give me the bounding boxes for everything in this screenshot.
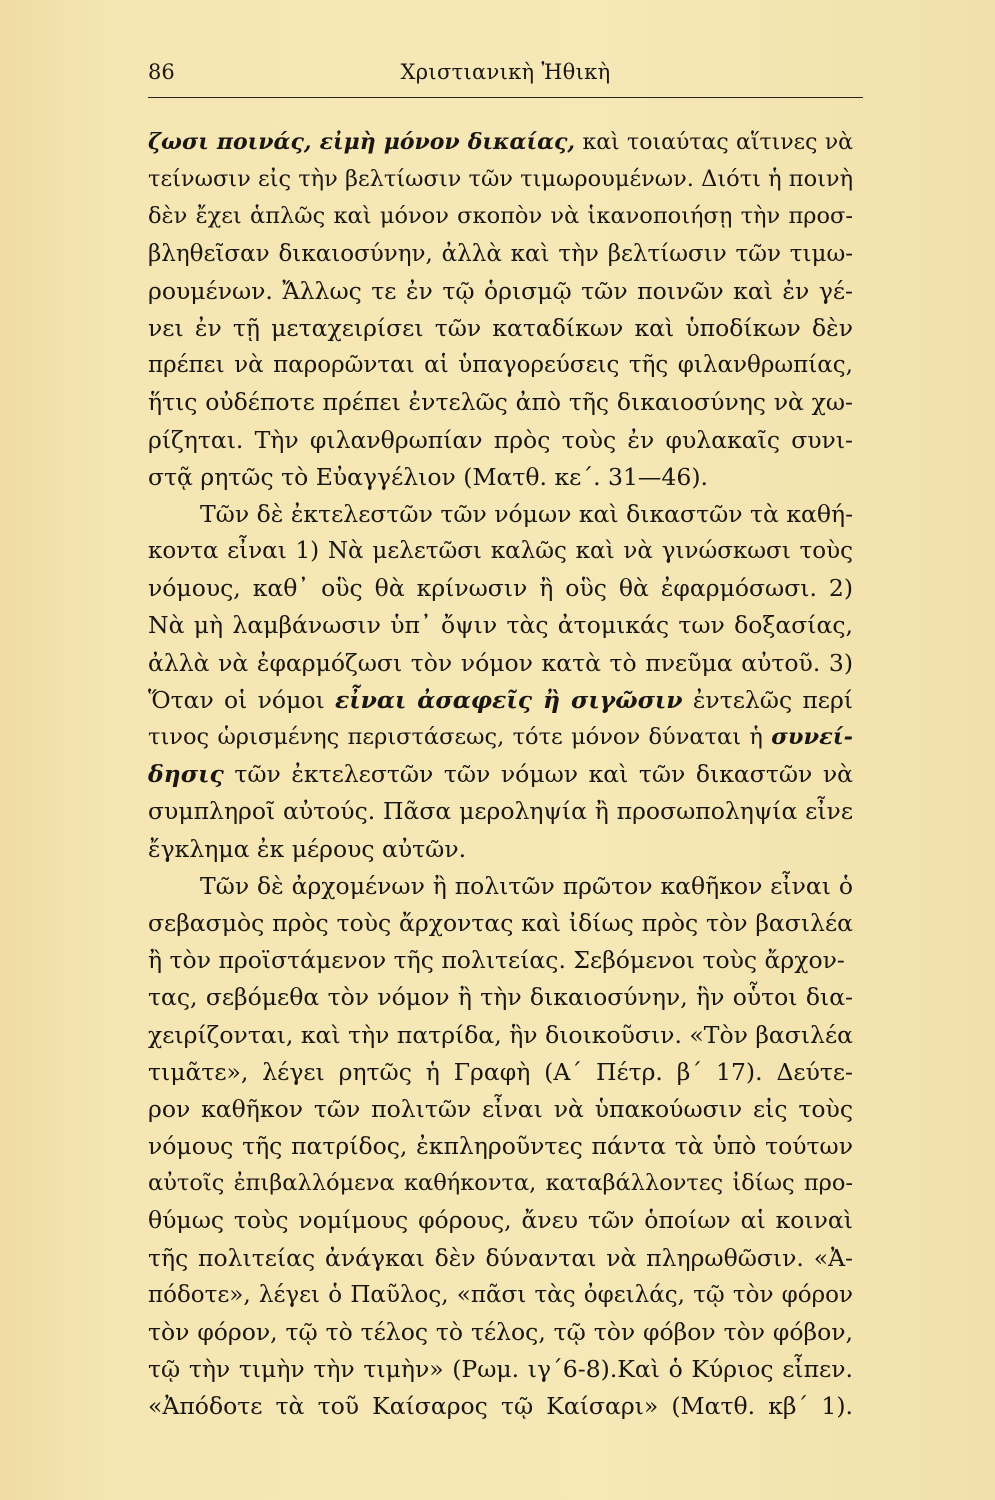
text-line xyxy=(148,124,853,161)
text-line xyxy=(148,942,853,979)
text-line xyxy=(148,422,853,459)
text-segment: σεβασμὸς πρὸς τοὺς ἄρχοντας καὶ ἰδίως πρὸς τὸν βασιλέα xyxy=(148,908,853,937)
text-segment: τῆς πολιτείας ἀνάγκαι δὲν δύνανται νὰ πληρωθῶσιν. «Ἀ- xyxy=(148,1243,853,1272)
text-line xyxy=(148,979,853,1016)
text-line xyxy=(148,273,853,310)
text-segment: τείνωσιν εἰς τὴν βελτίωσιν τῶν τιμωρουμένων. Διότι ἡ ποινὴ xyxy=(148,166,854,193)
running-head xyxy=(148,58,863,88)
text-segment: Ὅταν οἱ νόμοι xyxy=(148,685,335,714)
text-line xyxy=(148,607,853,644)
text-line xyxy=(148,756,853,793)
page-number: 86 xyxy=(148,60,175,84)
header-rule xyxy=(148,97,863,98)
text-segment: ἢ τὸν προϊστάμενον τῆς πολιτείας. Σεβόμενοι τοὺς ἄρχον- xyxy=(148,946,845,975)
text-line xyxy=(148,459,853,496)
text-segment: νει ἐν τῇ μεταχειρίσει τῶν καταδίκων καὶ ὑποδίκων δὲν xyxy=(148,313,853,342)
emphasized-text: συνεί- xyxy=(771,724,853,750)
text-line xyxy=(148,570,853,607)
text-segment: τῷ τὴν τιμὴν τὴν τιμὴν» (Ρωμ. ιγ΄6-8).Καὶ ὁ Κύριος εἶπεν. xyxy=(148,1355,853,1384)
text-segment: θύμως τοὺς νομίμους φόρους, ἄνευ τῶν ὁποίων αἱ κοιναὶ xyxy=(148,1206,853,1235)
text-segment: κοντα εἶναι 1) Νὰ μελετῶσι καλῶς καὶ νὰ γινώσκωσι τοὺς xyxy=(148,538,853,565)
text-line xyxy=(148,645,853,682)
text-line xyxy=(148,347,853,384)
text-segment: «Ἀπόδοτε τὰ τοῦ Καίσαρος τῷ Καίσαρι» (Ματθ. κβ΄ 1). xyxy=(148,1392,853,1421)
text-segment: βληθεῖσαν δικαιοσύνην, ἀλλὰ καὶ τὴν βελτίωσιν τῶν τιμω- xyxy=(148,240,853,267)
text-line xyxy=(148,1128,853,1165)
text-segment: τιμᾶτε», λέγει ρητῶς ἡ Γραφὴ (Α΄ Πέτρ. β΄ 17). Δεύτε- xyxy=(148,1057,853,1086)
text-line xyxy=(148,1202,853,1239)
text-segment: καὶ τοιαύτας αἵτινες νὰ xyxy=(575,130,853,155)
text-line xyxy=(148,682,853,719)
text-segment: τας, σεβόμεθα τὸν νόμον ἢ τὴν δικαιοσύνην, ἣν οὗτοι δια- xyxy=(148,983,853,1012)
text-line xyxy=(148,831,853,868)
text-line xyxy=(148,868,853,905)
text-line xyxy=(148,384,853,421)
text-segment: Τῶν δὲ ἀρχομένων ἢ πολιτῶν πρῶτον καθῆκον εἶναι ὁ xyxy=(200,871,853,900)
text-line xyxy=(148,1314,853,1351)
text-segment: ἐντελῶς περί xyxy=(682,685,853,714)
text-line xyxy=(148,198,853,235)
text-segment: ἔγκλημα ἐκ μέρους αὐτῶν. xyxy=(148,834,467,863)
text-segment: στᾷ ρητῶς τὸ Εὐαγγέλιον (Ματθ. κε΄. 31—46). xyxy=(148,462,708,491)
text-line xyxy=(148,1091,853,1128)
text-segment: ἥτις οὐδέποτε πρέπει ἐντελῶς ἀπὸ τῆς δικαιοσύνης νὰ χω- xyxy=(148,388,853,417)
text-line xyxy=(148,236,853,273)
text-segment: ρίζηται. Τὴν φιλανθρωπίαν πρὸς τοὺς ἐν φυλακαῖς συνι- xyxy=(148,425,853,454)
text-segment: πρέπει νὰ παρορῶνται αἱ ὑπαγορεύσεις τῆς φιλανθρωπίας, xyxy=(148,352,853,379)
text-segment: τινος ὡρισμένης περιστάσεως, τότε μόνον δύναται ἡ xyxy=(148,724,772,750)
emphasized-text: δησις xyxy=(148,760,224,789)
text-segment: τῶν ἐκτελεστῶν τῶν νόμων καὶ τῶν δικαστῶν νὰ xyxy=(223,760,853,789)
running-title: Χριστιανικὴ Ἠθικὴ xyxy=(400,60,611,84)
text-segment: συμπληροῖ αὐτούς. Πᾶσα μεροληψία ἢ προσωποληψία εἶνε xyxy=(148,797,853,826)
text-line xyxy=(148,533,853,570)
text-line xyxy=(148,310,853,347)
text-line xyxy=(148,161,853,198)
text-segment: δὲν ἔχει ἁπλῶς καὶ μόνον σκοπὸν νὰ ἱκανοποιήσῃ τὴν προσ- xyxy=(148,203,853,230)
text-segment: Νὰ μὴ λαμβάνωσιν ὑπ᾽ ὄψιν τὰς ἀτομικάς των δοξασίας, xyxy=(148,611,853,640)
text-line xyxy=(148,1388,853,1425)
text-line xyxy=(148,905,853,942)
text-segment: νόμους τῆς πατρίδος, ἐκπληροῦντες πάντα τὰ ὑπὸ τούτων xyxy=(148,1132,853,1161)
text-line xyxy=(148,793,853,830)
text-segment: αὐτοῖς ἐπιβαλλόμενα καθήκοντα, καταβάλλοντες ἰδίως προ- xyxy=(148,1170,853,1197)
text-line xyxy=(148,1277,853,1314)
emphasized-text: εἶναι ἀσαφεῖς ἢ σιγῶσιν xyxy=(334,685,683,714)
text-line xyxy=(148,1351,853,1388)
body-text xyxy=(148,124,853,1426)
text-segment: Τῶν δὲ ἐκτελεστῶν τῶν νόμων καὶ δικαστῶν τὰ καθή- xyxy=(200,499,854,528)
text-segment: τὸν φόρον, τῷ τὸ τέλος τὸ τέλος, τῷ τὸν φόβον τὸν φόβον, xyxy=(148,1318,853,1346)
text-line xyxy=(148,1165,853,1202)
text-segment: νόμους, καθ᾽ οὓς θὰ κρίνωσιν ἢ οὓς θὰ ἐφαρμόσωσι. 2) xyxy=(148,574,853,603)
text-line xyxy=(148,1054,853,1091)
text-line xyxy=(148,1240,853,1277)
text-segment: ρουμένων. Ἄλλως τε ἐν τῷ ὁρισμῷ τῶν ποινῶν καὶ ἐν γέ- xyxy=(148,276,853,305)
text-segment: χειρίζονται, καὶ τὴν πατρίδα, ἣν διοικοῦσιν. «Τὸν βασιλέα xyxy=(148,1020,853,1049)
text-line xyxy=(148,719,853,756)
text-segment: ρον καθῆκον τῶν πολιτῶν εἶναι νὰ ὑπακούωσιν εἰς τοὺς xyxy=(148,1094,853,1123)
text-segment: πόδοτε», λέγει ὁ Παῦλος, «πᾶσι τὰς ὀφειλάς, τῷ τὸν φόρον xyxy=(148,1281,853,1308)
text-segment: ἀλλὰ νὰ ἐφαρμόζωσι τὸν νόμον κατὰ τὸ πνεῦμα αὐτοῦ. 3) xyxy=(148,648,853,677)
emphasized-text: ζωσι ποινάς, εἰμὴ μόνον δικαίας, xyxy=(148,129,576,155)
text-line xyxy=(148,1017,853,1054)
text-line xyxy=(148,496,853,533)
